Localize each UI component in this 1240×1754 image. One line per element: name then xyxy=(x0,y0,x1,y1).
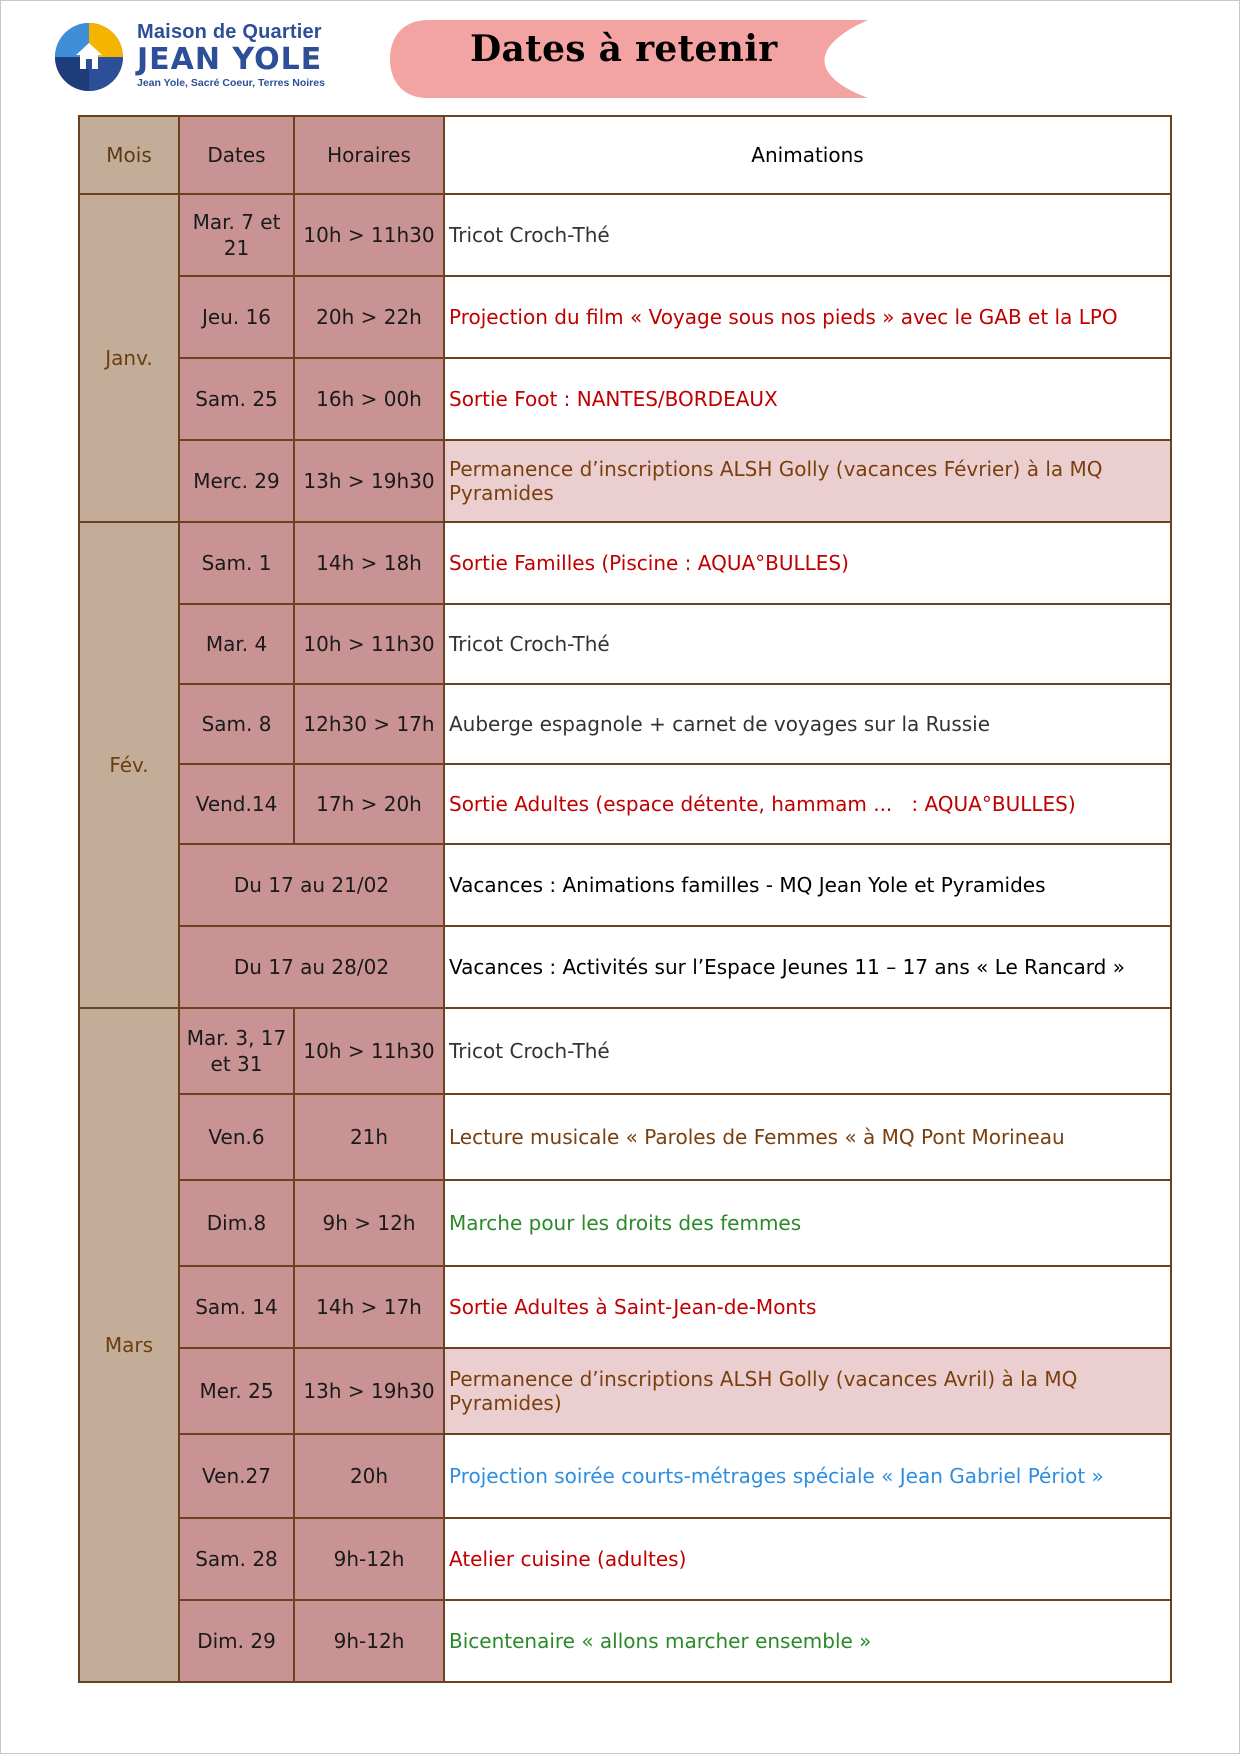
row-time: 14h > 18h xyxy=(294,522,444,604)
table-row xyxy=(79,1180,1171,1266)
header-dates: Dates xyxy=(179,116,294,194)
table-row xyxy=(79,1434,1171,1518)
table-row xyxy=(79,522,1171,604)
table-row xyxy=(79,1518,1171,1600)
house-icon xyxy=(75,41,103,71)
row-animation: Sortie Adultes à Saint-Jean-de-Monts xyxy=(444,1266,1171,1348)
month-janv: Janv. xyxy=(79,194,179,522)
row-date: Ven.27 xyxy=(179,1434,294,1518)
row-animation: Permanence d’inscriptions ALSH Golly (vacances Avril) à la MQ Pyramides) xyxy=(444,1348,1171,1434)
table-row xyxy=(79,604,1171,684)
row-date: Sam. 8 xyxy=(179,684,294,764)
row-time: 16h > 00h xyxy=(294,358,444,440)
table-row xyxy=(79,1008,1171,1094)
row-time: 13h > 19h30 xyxy=(294,1348,444,1434)
table-row xyxy=(79,276,1171,358)
row-date: Merc. 29 xyxy=(179,440,294,522)
month-mars: Mars xyxy=(79,1008,179,1682)
row-date-span: Du 17 au 28/02 xyxy=(179,926,444,1008)
row-date: Sam. 1 xyxy=(179,522,294,604)
row-time: 13h > 19h30 xyxy=(294,440,444,522)
row-animation: Marche pour les droits des femmes xyxy=(444,1180,1171,1266)
row-time: 9h-12h xyxy=(294,1600,444,1682)
row-date: Mar. 4 xyxy=(179,604,294,684)
table-row xyxy=(79,440,1171,522)
row-date: Vend.14 xyxy=(179,764,294,844)
row-animation: Sortie Foot : NANTES/BORDEAUX xyxy=(444,358,1171,440)
table-row xyxy=(79,926,1171,1008)
row-time: 12h30 > 17h xyxy=(294,684,444,764)
row-animation: Tricot Croch-Thé xyxy=(444,604,1171,684)
logo-line-1: Maison de Quartier xyxy=(137,21,322,43)
table-row xyxy=(79,764,1171,844)
table-row xyxy=(79,1600,1171,1682)
logo-tagline: Jean Yole, Sacré Coeur, Terres Noires xyxy=(137,77,325,89)
row-date: Jeu. 16 xyxy=(179,276,294,358)
schedule-table xyxy=(78,115,1172,1683)
table-row xyxy=(79,194,1171,276)
row-animation: Sortie Familles (Piscine : AQUA°BULLES) xyxy=(444,522,1171,604)
header-mois: Mois xyxy=(79,116,179,194)
logo xyxy=(52,20,352,95)
row-time: 20h xyxy=(294,1434,444,1518)
table-header-row xyxy=(79,116,1171,194)
row-date: Mar. 7 et 21 xyxy=(179,194,294,276)
row-date: Ven.6 xyxy=(179,1094,294,1180)
row-animation: Vacances : Animations familles - MQ Jean Yole et Pyramides xyxy=(444,844,1171,926)
row-animation: Projection du film « Voyage sous nos pieds » avec le GAB et la LPO xyxy=(444,276,1171,358)
row-animation: Vacances : Activités sur l’Espace Jeunes 11 – 17 ans « Le Rancard » xyxy=(444,926,1171,1008)
row-date-span: Du 17 au 21/02 xyxy=(179,844,444,926)
header-horaires: Horaires xyxy=(294,116,444,194)
row-date: Dim.8 xyxy=(179,1180,294,1266)
row-date: Mer. 25 xyxy=(179,1348,294,1434)
row-animation: Auberge espagnole + carnet de voyages sur la Russie xyxy=(444,684,1171,764)
row-animation: Projection soirée courts-métrages spéciale « Jean Gabriel Périot » xyxy=(444,1434,1171,1518)
page-title: Dates à retenir xyxy=(470,28,778,70)
row-time: 21h xyxy=(294,1094,444,1180)
row-animation: Permanence d’inscriptions ALSH Golly (vacances Février) à la MQ Pyramides xyxy=(444,440,1171,522)
row-date: Mar. 3, 17 et 31 xyxy=(179,1008,294,1094)
row-time: 20h > 22h xyxy=(294,276,444,358)
row-animation: Bicentenaire « allons marcher ensemble » xyxy=(444,1600,1171,1682)
table-row xyxy=(79,844,1171,926)
row-date: Sam. 28 xyxy=(179,1518,294,1600)
logo-emblem-icon xyxy=(55,23,123,91)
row-animation: Sortie Adultes (espace détente, hammam ... : AQUA°BULLES) xyxy=(444,764,1171,844)
row-time: 9h > 12h xyxy=(294,1180,444,1266)
header-animations: Animations xyxy=(444,116,1171,194)
row-time: 10h > 11h30 xyxy=(294,604,444,684)
row-time: 14h > 17h xyxy=(294,1266,444,1348)
month-fev: Fév. xyxy=(79,522,179,1008)
row-animation: Tricot Croch-Thé xyxy=(444,194,1171,276)
row-date: Sam. 25 xyxy=(179,358,294,440)
table-row xyxy=(79,1348,1171,1434)
row-time: 10h > 11h30 xyxy=(294,194,444,276)
row-time: 17h > 20h xyxy=(294,764,444,844)
table-row xyxy=(79,1266,1171,1348)
row-time: 9h-12h xyxy=(294,1518,444,1600)
table-row xyxy=(79,358,1171,440)
logo-line-2: JEAN YOLE xyxy=(137,42,323,77)
row-time: 10h > 11h30 xyxy=(294,1008,444,1094)
row-date: Dim. 29 xyxy=(179,1600,294,1682)
table-row xyxy=(79,1094,1171,1180)
row-date: Sam. 14 xyxy=(179,1266,294,1348)
row-animation: Atelier cuisine (adultes) xyxy=(444,1518,1171,1600)
row-animation: Lecture musicale « Paroles de Femmes « à MQ Pont Morineau xyxy=(444,1094,1171,1180)
row-animation: Tricot Croch-Thé xyxy=(444,1008,1171,1094)
table-row xyxy=(79,684,1171,764)
